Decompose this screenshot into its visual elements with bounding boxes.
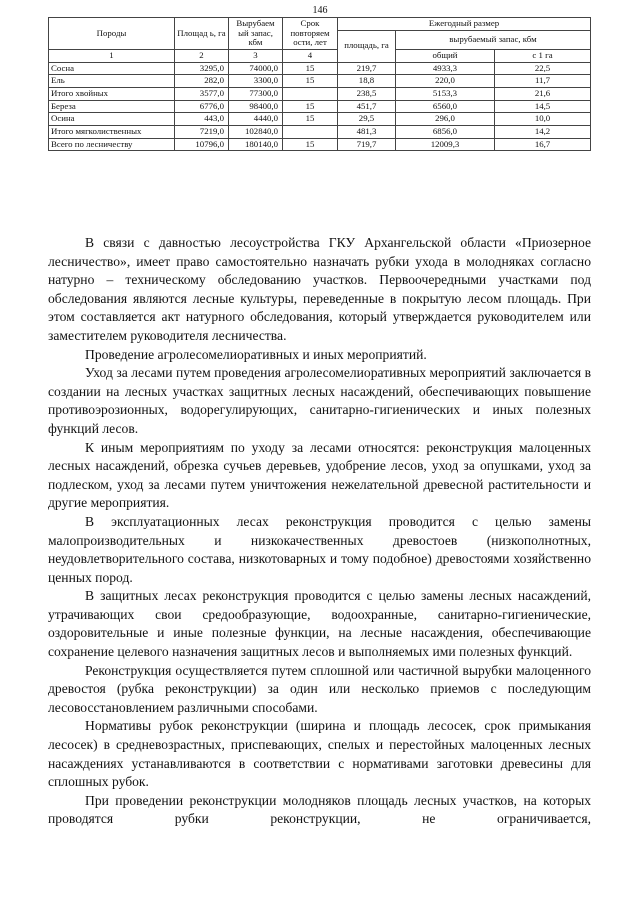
row-species: Итого хвойных xyxy=(49,88,175,101)
paragraph: К иным мероприятиям по уходу за лесами относятся: реконструкция малоценных лесных насаждений, обрезка сучьев деревьев, удобрение лесов, уход за опушками, уход за подлеском, уход за лесами путем уничтожения нежелательной древесной растительности и другие мероприятия. xyxy=(48,439,591,511)
row-annual-per-ha: 11,7 xyxy=(495,75,591,88)
paragraph: В связи с давностью лесоустройства ГКУ Архангельской области «Приозерное лесничество», имеет право самостоятельно назначать рубки ухода в молодняках согласно натурно – техническому обследованию участков. Первоочередными участками под обследования являются лесные культуры, переведенные в покрытую лесом площадь. При этом составляется акт натурного обследования, который утверждается руководителем или заместителем руководителя лесничества. xyxy=(48,235,591,343)
row-repeat-period: 15 xyxy=(283,75,338,88)
header-repeat-period: Срок повторяем ости, лет xyxy=(283,18,338,50)
row-annual-per-ha: 14,2 xyxy=(495,126,591,139)
row-area: 10796,0 xyxy=(175,138,229,151)
row-annual-total: 4933,3 xyxy=(396,62,495,75)
row-annual-per-ha: 10,0 xyxy=(495,113,591,126)
paragraph: Проведение агролесомелиоративных и иных мероприятий. xyxy=(85,346,427,362)
header-annual-area: площадь, га xyxy=(338,30,396,62)
table-row xyxy=(49,126,591,139)
row-species: Осина xyxy=(49,113,175,126)
row-species: Ель xyxy=(49,75,175,88)
forest-cutting-table xyxy=(48,17,591,151)
page-number: 146 xyxy=(312,5,328,16)
header-species: Породы xyxy=(49,18,175,50)
row-annual-area: 719,7 xyxy=(338,138,396,151)
row-area: 443,0 xyxy=(175,113,229,126)
paragraph: В защитных лесах реконструкция проводится с целью замены лесных насаждений, утрачивающих свои средообразующие, водоохранные, санитарно-гигиенические, оздоровительные и иные полезные функции, на лесные насаждения, обеспечивающие сохранение целевого назначения защитных лесов и выполняемых ими полезных функций. xyxy=(48,588,591,660)
row-area: 7219,0 xyxy=(175,126,229,139)
table-row xyxy=(49,113,591,126)
row-annual-total: 6560,0 xyxy=(396,100,495,113)
row-annual-area: 238,5 xyxy=(338,88,396,101)
row-annual-per-ha: 21,6 xyxy=(495,88,591,101)
row-annual-area: 18,8 xyxy=(338,75,396,88)
row-annual-total: 6856,0 xyxy=(396,126,495,139)
table-row xyxy=(49,138,591,151)
row-annual-total: 5153,3 xyxy=(396,88,495,101)
row-annual-total: 220,0 xyxy=(396,75,495,88)
row-species: Сосна xyxy=(49,62,175,75)
row-repeat-period: 15 xyxy=(283,62,338,75)
header-annual-size: Ежегодный размер xyxy=(338,18,591,31)
column-number-2: 2 xyxy=(175,50,229,63)
row-annual-area: 481,3 xyxy=(338,126,396,139)
row-cut-stock: 102840,0 xyxy=(229,126,283,139)
header-annual-per-ha: с 1 га xyxy=(495,50,591,63)
row-annual-total: 296,0 xyxy=(396,113,495,126)
row-area: 3577,0 xyxy=(175,88,229,101)
column-number-1: 1 xyxy=(49,50,175,63)
row-species: Всего по лесничеству xyxy=(49,138,175,151)
row-repeat-period xyxy=(283,88,338,101)
paragraph: Нормативы рубок реконструкции (ширина и площадь лесосек, срок примыкания лесосек) в средневозрастных, приспевающих, спелых и перестойных малоценных лесных насаждениях устанавливаются в соответствии с нормативами заготовки древесины для сплошных рубок. xyxy=(48,718,591,790)
row-annual-area: 219,7 xyxy=(338,62,396,75)
row-annual-area: 451,7 xyxy=(338,100,396,113)
paragraph: Реконструкция осуществляется путем сплошной или частичной вырубки малоценного древостоя (рубка реконструкции) за один или несколько приемов с последующим лесовосстановлением различными способами. xyxy=(48,662,591,715)
row-annual-total: 12009,3 xyxy=(396,138,495,151)
row-cut-stock: 98400,0 xyxy=(229,100,283,113)
body-text xyxy=(48,234,591,829)
row-area: 282,0 xyxy=(175,75,229,88)
row-repeat-period: 15 xyxy=(283,113,338,126)
table-row xyxy=(49,75,591,88)
table-row xyxy=(49,100,591,113)
row-repeat-period: 15 xyxy=(283,100,338,113)
row-species: Итого мягколиственных xyxy=(49,126,175,139)
row-cut-stock: 77300,0 xyxy=(229,88,283,101)
row-species: Береза xyxy=(49,100,175,113)
header-annual-total: общий xyxy=(396,50,495,63)
row-area: 6776,0 xyxy=(175,100,229,113)
column-number-3: 3 xyxy=(229,50,283,63)
row-annual-area: 29,5 xyxy=(338,113,396,126)
paragraph: В эксплуатационных лесах реконструкция проводится с целью замены малопроизводительных и низкокачественных древостоев (низкополнотных, неудовлетворительного состава, низкотоварных и тому подобное) древостоями хозяйственно ценных пород. xyxy=(48,513,591,585)
row-area: 3295,0 xyxy=(175,62,229,75)
row-annual-per-ha: 14,5 xyxy=(495,100,591,113)
row-cut-stock: 74000,0 xyxy=(229,62,283,75)
paragraph: Уход за лесами путем проведения агролесомелиоративных мероприятий заключается в создании на лесных участках защитных лесных насаждений, обеспечивающих повышение противоэрозионных, водорегулирующих, санитарно-гигиенических и иных полезных функций лесов. xyxy=(48,365,591,436)
row-cut-stock: 4440,0 xyxy=(229,113,283,126)
row-cut-stock: 3300,0 xyxy=(229,75,283,88)
column-number-4: 4 xyxy=(283,50,338,63)
row-annual-per-ha: 16,7 xyxy=(495,138,591,151)
table-row xyxy=(49,88,591,101)
header-cut-stock: Вырубаем ый запас, кбм xyxy=(229,18,283,50)
table-row xyxy=(49,62,591,75)
header-area: Площад ь, га xyxy=(175,18,229,50)
row-annual-per-ha: 22,5 xyxy=(495,62,591,75)
paragraph: При проведении реконструкции молодняков площадь лесных участков, на которых проводятся рубки реконструкции, не ограничивается, xyxy=(48,792,591,827)
header-annual-stock: вырубаемый запас, кбм xyxy=(396,30,591,49)
row-cut-stock: 180140,0 xyxy=(229,138,283,151)
row-repeat-period xyxy=(283,126,338,139)
row-repeat-period: 15 xyxy=(283,138,338,151)
